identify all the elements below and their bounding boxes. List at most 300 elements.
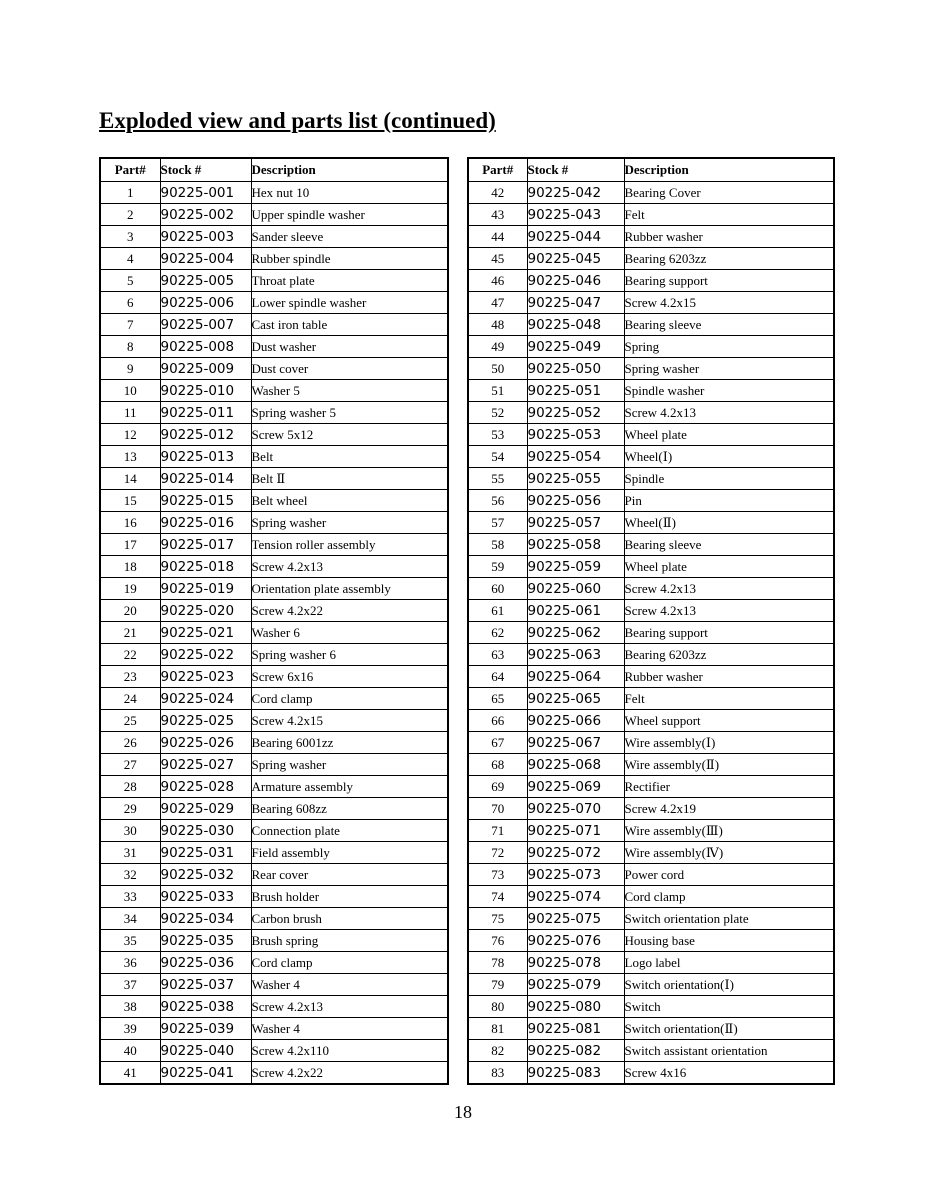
- cell-stock-number: 90225-078: [527, 952, 624, 974]
- table-row: [468, 248, 834, 270]
- cell-description: Screw 4.2x19: [624, 798, 834, 820]
- cell-stock-number: 90225-022: [160, 644, 251, 666]
- table-row: [468, 270, 834, 292]
- cell-description: Wire assembly(Ⅱ): [624, 754, 834, 776]
- cell-description: Logo label: [624, 952, 834, 974]
- cell-stock-number: 90225-014: [160, 468, 251, 490]
- cell-description: Field assembly: [251, 842, 448, 864]
- cell-description: Wheel plate: [624, 424, 834, 446]
- table-row: [468, 666, 834, 688]
- cell-description: Brush spring: [251, 930, 448, 952]
- cell-stock-number: 90225-010: [160, 380, 251, 402]
- header-description: Description: [251, 158, 448, 182]
- cell-description: Spring washer: [251, 512, 448, 534]
- table-row: [468, 578, 834, 600]
- cell-part-number: 31: [100, 842, 160, 864]
- cell-description: Rubber spindle: [251, 248, 448, 270]
- table-row: [468, 512, 834, 534]
- cell-description: Bearing support: [624, 622, 834, 644]
- table-row: [468, 446, 834, 468]
- cell-description: Wire assembly(Ⅲ): [624, 820, 834, 842]
- cell-description: Dust washer: [251, 336, 448, 358]
- cell-part-number: 30: [100, 820, 160, 842]
- cell-description: Lower spindle washer: [251, 292, 448, 314]
- cell-description: Spring: [624, 336, 834, 358]
- cell-description: Washer 5: [251, 380, 448, 402]
- cell-stock-number: 90225-069: [527, 776, 624, 798]
- table-row: [468, 556, 834, 578]
- parts-table-right: [467, 157, 835, 1085]
- table-row: [468, 402, 834, 424]
- table-row: [100, 996, 448, 1018]
- cell-part-number: 14: [100, 468, 160, 490]
- table-row: [468, 468, 834, 490]
- cell-description: Rubber washer: [624, 226, 834, 248]
- cell-description: Screw 4x16: [624, 1062, 834, 1085]
- cell-part-number: 4: [100, 248, 160, 270]
- cell-stock-number: 90225-002: [160, 204, 251, 226]
- cell-part-number: 65: [468, 688, 527, 710]
- cell-stock-number: 90225-064: [527, 666, 624, 688]
- cell-part-number: 5: [100, 270, 160, 292]
- cell-part-number: 34: [100, 908, 160, 930]
- table-row: [468, 204, 834, 226]
- table-row: [468, 886, 834, 908]
- cell-part-number: 10: [100, 380, 160, 402]
- cell-part-number: 46: [468, 270, 527, 292]
- cell-description: Screw 4.2x22: [251, 600, 448, 622]
- cell-stock-number: 90225-016: [160, 512, 251, 534]
- cell-part-number: 58: [468, 534, 527, 556]
- cell-part-number: 66: [468, 710, 527, 732]
- cell-description: Washer 4: [251, 974, 448, 996]
- table-row: [100, 600, 448, 622]
- table-row: [100, 314, 448, 336]
- cell-part-number: 59: [468, 556, 527, 578]
- cell-description: Rubber washer: [624, 666, 834, 688]
- cell-stock-number: 90225-017: [160, 534, 251, 556]
- cell-stock-number: 90225-074: [527, 886, 624, 908]
- cell-stock-number: 90225-059: [527, 556, 624, 578]
- cell-description: Cast iron table: [251, 314, 448, 336]
- cell-description: Bearing support: [624, 270, 834, 292]
- cell-stock-number: 90225-044: [527, 226, 624, 248]
- cell-part-number: 81: [468, 1018, 527, 1040]
- cell-part-number: 70: [468, 798, 527, 820]
- table-row: [100, 226, 448, 248]
- cell-part-number: 73: [468, 864, 527, 886]
- cell-part-number: 24: [100, 688, 160, 710]
- cell-part-number: 55: [468, 468, 527, 490]
- table-row: [468, 622, 834, 644]
- parts-table-left: [99, 157, 449, 1085]
- cell-description: Cord clamp: [624, 886, 834, 908]
- cell-description: Screw 4.2x22: [251, 1062, 448, 1085]
- cell-part-number: 32: [100, 864, 160, 886]
- table-row: [100, 710, 448, 732]
- cell-description: Armature assembly: [251, 776, 448, 798]
- cell-part-number: 3: [100, 226, 160, 248]
- cell-part-number: 63: [468, 644, 527, 666]
- table-row: [100, 754, 448, 776]
- table-row: [468, 226, 834, 248]
- cell-part-number: 40: [100, 1040, 160, 1062]
- cell-description: Wheel(Ⅱ): [624, 512, 834, 534]
- cell-part-number: 22: [100, 644, 160, 666]
- cell-part-number: 43: [468, 204, 527, 226]
- cell-stock-number: 90225-043: [527, 204, 624, 226]
- cell-stock-number: 90225-051: [527, 380, 624, 402]
- cell-part-number: 50: [468, 358, 527, 380]
- cell-description: Screw 4.2x13: [251, 996, 448, 1018]
- cell-part-number: 11: [100, 402, 160, 424]
- cell-stock-number: 90225-058: [527, 534, 624, 556]
- cell-stock-number: 90225-070: [527, 798, 624, 820]
- table-row: [100, 556, 448, 578]
- table-row: [468, 182, 834, 204]
- cell-stock-number: 90225-036: [160, 952, 251, 974]
- cell-description: Bearing 608zz: [251, 798, 448, 820]
- table-row: [468, 688, 834, 710]
- cell-stock-number: 90225-079: [527, 974, 624, 996]
- cell-stock-number: 90225-039: [160, 1018, 251, 1040]
- cell-description: Bearing sleeve: [624, 534, 834, 556]
- cell-stock-number: 90225-038: [160, 996, 251, 1018]
- table-row: [100, 468, 448, 490]
- cell-description: Bearing sleeve: [624, 314, 834, 336]
- cell-description: Switch orientation plate: [624, 908, 834, 930]
- cell-stock-number: 90225-001: [160, 182, 251, 204]
- table-row: [100, 820, 448, 842]
- cell-part-number: 51: [468, 380, 527, 402]
- cell-part-number: 39: [100, 1018, 160, 1040]
- table-row: [468, 908, 834, 930]
- table-row: [468, 864, 834, 886]
- cell-part-number: 8: [100, 336, 160, 358]
- table-row: [468, 732, 834, 754]
- cell-stock-number: 90225-066: [527, 710, 624, 732]
- cell-description: Dust cover: [251, 358, 448, 380]
- cell-description: Felt: [624, 204, 834, 226]
- cell-stock-number: 90225-045: [527, 248, 624, 270]
- cell-stock-number: 90225-050: [527, 358, 624, 380]
- header-stock: Stock #: [527, 158, 624, 182]
- cell-stock-number: 90225-030: [160, 820, 251, 842]
- table-header-row: [468, 158, 834, 182]
- cell-part-number: 20: [100, 600, 160, 622]
- cell-part-number: 68: [468, 754, 527, 776]
- cell-stock-number: 90225-024: [160, 688, 251, 710]
- cell-part-number: 2: [100, 204, 160, 226]
- table-row: [100, 292, 448, 314]
- cell-stock-number: 90225-061: [527, 600, 624, 622]
- cell-stock-number: 90225-054: [527, 446, 624, 468]
- cell-stock-number: 90225-065: [527, 688, 624, 710]
- cell-part-number: 37: [100, 974, 160, 996]
- table-row: [468, 996, 834, 1018]
- cell-part-number: 79: [468, 974, 527, 996]
- cell-part-number: 82: [468, 1040, 527, 1062]
- cell-stock-number: 90225-052: [527, 402, 624, 424]
- cell-stock-number: 90225-028: [160, 776, 251, 798]
- cell-stock-number: 90225-026: [160, 732, 251, 754]
- cell-stock-number: 90225-041: [160, 1062, 251, 1085]
- cell-description: Wheel support: [624, 710, 834, 732]
- table-row: [100, 908, 448, 930]
- cell-part-number: 9: [100, 358, 160, 380]
- cell-part-number: 18: [100, 556, 160, 578]
- table-row: [100, 402, 448, 424]
- cell-description: Spring washer 5: [251, 402, 448, 424]
- cell-part-number: 56: [468, 490, 527, 512]
- cell-description: Bearing 6203zz: [624, 644, 834, 666]
- table-row: [100, 644, 448, 666]
- cell-part-number: 15: [100, 490, 160, 512]
- cell-stock-number: 90225-063: [527, 644, 624, 666]
- table-row: [100, 1018, 448, 1040]
- header-part: Part#: [468, 158, 527, 182]
- table-row: [100, 952, 448, 974]
- table-row: [100, 1062, 448, 1085]
- cell-stock-number: 90225-073: [527, 864, 624, 886]
- cell-part-number: 19: [100, 578, 160, 600]
- cell-stock-number: 90225-047: [527, 292, 624, 314]
- cell-part-number: 35: [100, 930, 160, 952]
- table-row: [468, 952, 834, 974]
- cell-description: Pin: [624, 490, 834, 512]
- cell-part-number: 78: [468, 952, 527, 974]
- cell-description: Orientation plate assembly: [251, 578, 448, 600]
- table-row: [468, 754, 834, 776]
- table-row: [100, 578, 448, 600]
- cell-stock-number: 90225-080: [527, 996, 624, 1018]
- table-row: [468, 1018, 834, 1040]
- cell-stock-number: 90225-006: [160, 292, 251, 314]
- cell-stock-number: 90225-023: [160, 666, 251, 688]
- header-part: Part#: [100, 158, 160, 182]
- cell-description: Throat plate: [251, 270, 448, 292]
- table-row: [100, 776, 448, 798]
- cell-description: Screw 4.2x13: [624, 578, 834, 600]
- cell-description: Wheel plate: [624, 556, 834, 578]
- cell-description: Spindle washer: [624, 380, 834, 402]
- table-row: [100, 534, 448, 556]
- cell-description: Washer 4: [251, 1018, 448, 1040]
- table-row: [468, 336, 834, 358]
- cell-stock-number: 90225-042: [527, 182, 624, 204]
- cell-description: Bearing 6203zz: [624, 248, 834, 270]
- cell-part-number: 27: [100, 754, 160, 776]
- table-row: [100, 864, 448, 886]
- cell-description: Spring washer: [624, 358, 834, 380]
- header-description: Description: [624, 158, 834, 182]
- cell-description: Switch assistant orientation: [624, 1040, 834, 1062]
- cell-description: Carbon brush: [251, 908, 448, 930]
- cell-part-number: 75: [468, 908, 527, 930]
- table-row: [100, 380, 448, 402]
- cell-part-number: 69: [468, 776, 527, 798]
- cell-part-number: 26: [100, 732, 160, 754]
- cell-part-number: 72: [468, 842, 527, 864]
- cell-description: Switch orientation(Ⅱ): [624, 1018, 834, 1040]
- table-row: [100, 248, 448, 270]
- cell-part-number: 17: [100, 534, 160, 556]
- cell-part-number: 1: [100, 182, 160, 204]
- cell-part-number: 44: [468, 226, 527, 248]
- table-row: [468, 974, 834, 996]
- cell-description: Rear cover: [251, 864, 448, 886]
- cell-stock-number: 90225-071: [527, 820, 624, 842]
- cell-stock-number: 90225-018: [160, 556, 251, 578]
- cell-stock-number: 90225-046: [527, 270, 624, 292]
- cell-description: Washer 6: [251, 622, 448, 644]
- cell-description: Spring washer: [251, 754, 448, 776]
- cell-description: Screw 4.2x13: [624, 600, 834, 622]
- cell-stock-number: 90225-075: [527, 908, 624, 930]
- table-row: [100, 490, 448, 512]
- cell-part-number: 7: [100, 314, 160, 336]
- header-stock: Stock #: [160, 158, 251, 182]
- table-row: [100, 512, 448, 534]
- cell-stock-number: 90225-008: [160, 336, 251, 358]
- cell-stock-number: 90225-031: [160, 842, 251, 864]
- cell-description: Belt: [251, 446, 448, 468]
- table-row: [100, 842, 448, 864]
- cell-stock-number: 90225-034: [160, 908, 251, 930]
- cell-part-number: 83: [468, 1062, 527, 1085]
- cell-stock-number: 90225-009: [160, 358, 251, 380]
- cell-description: Switch: [624, 996, 834, 1018]
- table-row: [100, 974, 448, 996]
- cell-part-number: 42: [468, 182, 527, 204]
- cell-stock-number: 90225-055: [527, 468, 624, 490]
- cell-description: Screw 5x12: [251, 424, 448, 446]
- cell-description: Bearing Cover: [624, 182, 834, 204]
- cell-part-number: 53: [468, 424, 527, 446]
- cell-part-number: 29: [100, 798, 160, 820]
- cell-stock-number: 90225-081: [527, 1018, 624, 1040]
- cell-part-number: 80: [468, 996, 527, 1018]
- cell-part-number: 60: [468, 578, 527, 600]
- cell-description: Spindle: [624, 468, 834, 490]
- table-row: [100, 270, 448, 292]
- cell-stock-number: 90225-015: [160, 490, 251, 512]
- table-row: [468, 380, 834, 402]
- table-row: [100, 424, 448, 446]
- cell-part-number: 48: [468, 314, 527, 336]
- table-row: [468, 710, 834, 732]
- parts-table-left-body: [100, 182, 448, 1085]
- cell-part-number: 64: [468, 666, 527, 688]
- cell-stock-number: 90225-035: [160, 930, 251, 952]
- cell-part-number: 12: [100, 424, 160, 446]
- cell-stock-number: 90225-011: [160, 402, 251, 424]
- cell-part-number: 23: [100, 666, 160, 688]
- cell-part-number: 21: [100, 622, 160, 644]
- cell-part-number: 41: [100, 1062, 160, 1085]
- cell-description: Screw 4.2x110: [251, 1040, 448, 1062]
- cell-stock-number: 90225-040: [160, 1040, 251, 1062]
- cell-part-number: 57: [468, 512, 527, 534]
- cell-description: Housing base: [624, 930, 834, 952]
- cell-stock-number: 90225-007: [160, 314, 251, 336]
- cell-part-number: 49: [468, 336, 527, 358]
- table-row: [468, 358, 834, 380]
- cell-description: Power cord: [624, 864, 834, 886]
- cell-stock-number: 90225-029: [160, 798, 251, 820]
- cell-description: Bearing 6001zz: [251, 732, 448, 754]
- table-row: [468, 534, 834, 556]
- table-row: [468, 292, 834, 314]
- table-row: [100, 336, 448, 358]
- cell-part-number: 16: [100, 512, 160, 534]
- cell-stock-number: 90225-013: [160, 446, 251, 468]
- cell-description: Tension roller assembly: [251, 534, 448, 556]
- cell-stock-number: 90225-027: [160, 754, 251, 776]
- cell-part-number: 36: [100, 952, 160, 974]
- cell-description: Hex nut 10: [251, 182, 448, 204]
- cell-stock-number: 90225-032: [160, 864, 251, 886]
- cell-description: Rectifier: [624, 776, 834, 798]
- cell-description: Cord clamp: [251, 952, 448, 974]
- cell-description: Wire assembly(Ⅳ): [624, 842, 834, 864]
- cell-stock-number: 90225-021: [160, 622, 251, 644]
- cell-description: Screw 4.2x13: [624, 402, 834, 424]
- cell-stock-number: 90225-004: [160, 248, 251, 270]
- cell-part-number: 45: [468, 248, 527, 270]
- cell-stock-number: 90225-067: [527, 732, 624, 754]
- cell-description: Upper spindle washer: [251, 204, 448, 226]
- page-number: 18: [454, 1102, 472, 1122]
- cell-stock-number: 90225-062: [527, 622, 624, 644]
- table-row: [468, 1040, 834, 1062]
- cell-stock-number: 90225-072: [527, 842, 624, 864]
- table-row: [468, 1062, 834, 1085]
- parts-table-right-body: [468, 182, 834, 1085]
- cell-part-number: 54: [468, 446, 527, 468]
- cell-description: Connection plate: [251, 820, 448, 842]
- cell-stock-number: 90225-082: [527, 1040, 624, 1062]
- cell-part-number: 38: [100, 996, 160, 1018]
- cell-part-number: 13: [100, 446, 160, 468]
- cell-part-number: 25: [100, 710, 160, 732]
- cell-stock-number: 90225-020: [160, 600, 251, 622]
- cell-stock-number: 90225-037: [160, 974, 251, 996]
- cell-stock-number: 90225-056: [527, 490, 624, 512]
- table-row: [468, 776, 834, 798]
- cell-description: Cord clamp: [251, 688, 448, 710]
- cell-description: Felt: [624, 688, 834, 710]
- cell-part-number: 67: [468, 732, 527, 754]
- cell-stock-number: 90225-025: [160, 710, 251, 732]
- cell-description: Screw 4.2x13: [251, 556, 448, 578]
- cell-part-number: 6: [100, 292, 160, 314]
- cell-description: Wheel(Ⅰ): [624, 446, 834, 468]
- table-row: [468, 820, 834, 842]
- table-header-row: [100, 158, 448, 182]
- cell-part-number: 47: [468, 292, 527, 314]
- cell-stock-number: 90225-012: [160, 424, 251, 446]
- table-row: [468, 314, 834, 336]
- cell-description: Belt wheel: [251, 490, 448, 512]
- table-row: [100, 666, 448, 688]
- cell-description: Belt Ⅱ: [251, 468, 448, 490]
- cell-stock-number: 90225-033: [160, 886, 251, 908]
- table-row: [100, 622, 448, 644]
- cell-stock-number: 90225-048: [527, 314, 624, 336]
- cell-stock-number: 90225-083: [527, 1062, 624, 1085]
- cell-stock-number: 90225-005: [160, 270, 251, 292]
